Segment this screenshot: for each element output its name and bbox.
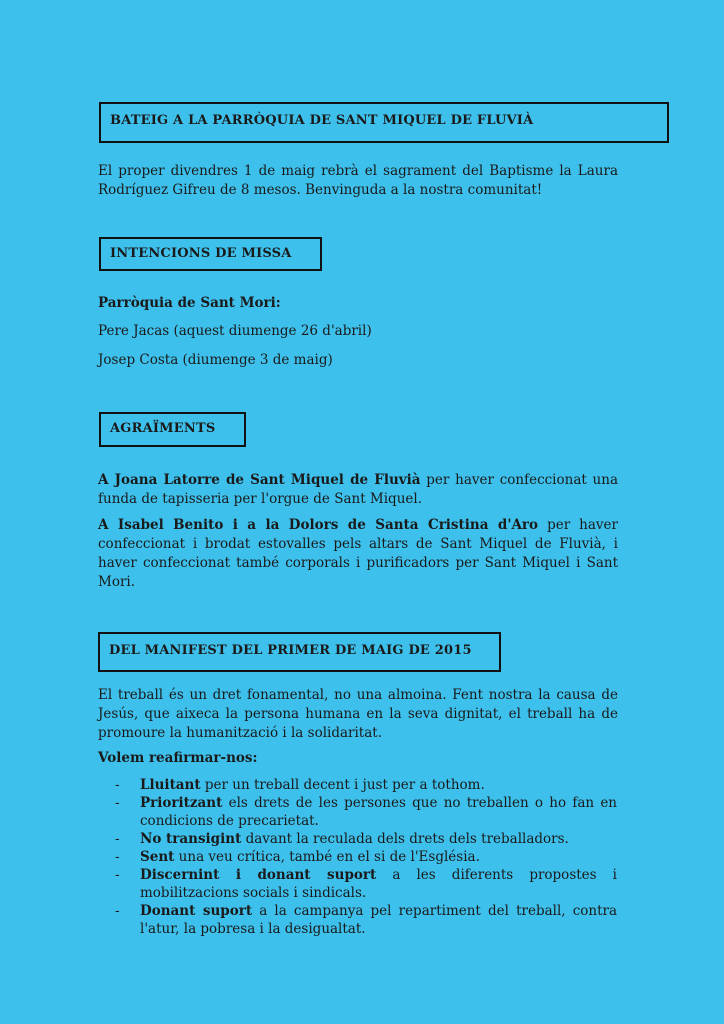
manifest-list [115, 776, 617, 938]
list-item [115, 902, 617, 938]
intencio-line: Josep Costa (diumenge 3 de maig) [98, 352, 333, 368]
section-title-intencions: INTENCIONS DE MISSA [99, 237, 322, 271]
section-title-manifest: DEL MANIFEST DEL PRIMER DE MAIG DE 2015 [98, 632, 501, 672]
bullet-dash: - [115, 795, 120, 811]
item-bold: Sent [140, 849, 175, 865]
bullet-dash: - [115, 849, 120, 865]
item-bold: Donant suport [140, 903, 253, 919]
item-text: a la campanya pel repartiment del treball, contra l'atur, la pobresa i la desigualtat. [140, 903, 618, 937]
agraiment-text: per haver confeccionat i brodat estovalles pels altars de Sant Miquel de Fluvià, i haver confeccionat també corporals i purificadors per Sant Miquel i Sant Mori. [98, 517, 618, 590]
item-bold: No transigint [140, 831, 242, 847]
item-text: per un treball decent i just per a tothom. [200, 777, 485, 793]
item-bold: Discernint i donant suport [140, 867, 377, 883]
parish-heading: Parròquia de Sant Mori: [98, 295, 281, 311]
agraiment-item [98, 516, 618, 592]
manifest-intro: El treball és un dret fonamental, no una almoina. Fent nostra la causa de Jesús, que aixeca la persona humana en la seva dignitat, el treball ha de promoure la humanització i la solidaritat. [98, 687, 618, 741]
bullet-dash: - [115, 867, 120, 883]
section-title-bateig: BATEIG A LA PARRÒQUIA DE SANT MIQUEL DE FLUVIÀ [99, 102, 669, 143]
list-item [115, 794, 617, 830]
item-text: una veu crítica, també en el si de l'Església. [174, 849, 480, 865]
agraiment-text: per haver confeccionat una funda de tapisseria per l'orgue de Sant Miquel. [98, 472, 618, 507]
manifest-subtitle: Volem reafirmar-nos: [98, 750, 258, 766]
bateig-text: El proper divendres 1 de maig rebrà el sagrament del Baptisme la Laura Rodríguez Gifreu de 8 mesos. Benvinguda a la nostra comunitat! [98, 163, 618, 198]
bullet-dash: - [115, 831, 120, 847]
list-item [115, 830, 617, 848]
list-item [115, 776, 617, 794]
agraiment-name: A Joana Latorre de Sant Miquel de Fluvià [98, 472, 421, 488]
intencio-line: Pere Jacas (aquest diumenge 26 d'abril) [98, 323, 372, 339]
bullet-dash: - [115, 777, 120, 793]
item-text: els drets de les persones que no treballen o ho fan en condicions de precarietat. [140, 795, 617, 829]
list-item [115, 848, 617, 866]
agraiment-name: A Isabel Benito i a la Dolors de Santa Cristina d'Aro [98, 517, 539, 533]
bullet-dash: - [115, 903, 120, 919]
item-bold: Prioritzant [140, 795, 223, 811]
agraiment-item [98, 471, 618, 509]
section-title-agraiments: AGRAÏMENTS [99, 412, 246, 447]
list-item [115, 866, 617, 902]
item-text: a les diferents propostes i mobilitzacions socials i sindicals. [140, 867, 617, 901]
item-text: davant la reculada dels drets dels treballadors. [241, 831, 569, 847]
item-bold: Lluitant [140, 777, 201, 793]
